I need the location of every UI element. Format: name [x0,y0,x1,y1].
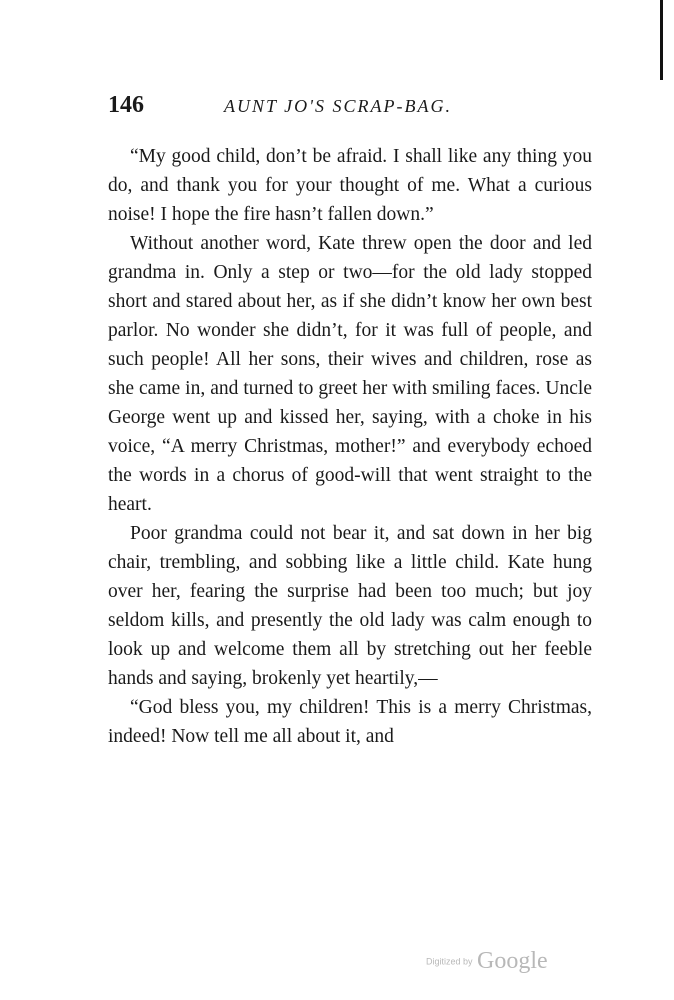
paragraph: Without another word, Kate threw open the door and led grandma in. Only a step or two—for the old lady stopped short and stared about her, as if she didn’t know her own best parlor. No wonder she didn’t, for it was full of people, and such people! All her sons, their wives and children, rose as she came in, and turned to greet her with smiling faces. Uncle George went up and kissed her, saying, with a choke in his voice, “A merry Christmas, mother!” and everybody echoed the words in a chorus of good-will that went straight to the heart. [108,233,592,515]
page-edge-line [660,0,663,80]
paragraph: “God bless you, my children! This is a merry Christmas, indeed! Now tell me all about it, and [108,697,592,747]
page-number: 146 [108,92,144,118]
watermark-brand: Google [476,948,548,974]
running-head: AUNT JO'S SCRAP-BAG. [224,96,452,116]
page-header [108,92,594,120]
digitized-watermark [426,948,548,975]
body-text [108,142,592,751]
paragraph: Poor grandma could not bear it, and sat down in her big chair, trembling, and sobbing like a little child. Kate hung over her, fearing the surprise had been too much; but joy seldom kills, and presently the old lady was calm enough to look up and welcome them all by stretching out her feeble hands and saying, brokenly yet heartily,— [108,523,592,689]
paragraph: “My good child, don’t be afraid. I shall like any thing you do, and thank you for your thought of me. What a curious noise! I hope the fire hasn’t fallen down.” [108,146,592,225]
watermark-prefix: Digitized by [426,956,473,967]
